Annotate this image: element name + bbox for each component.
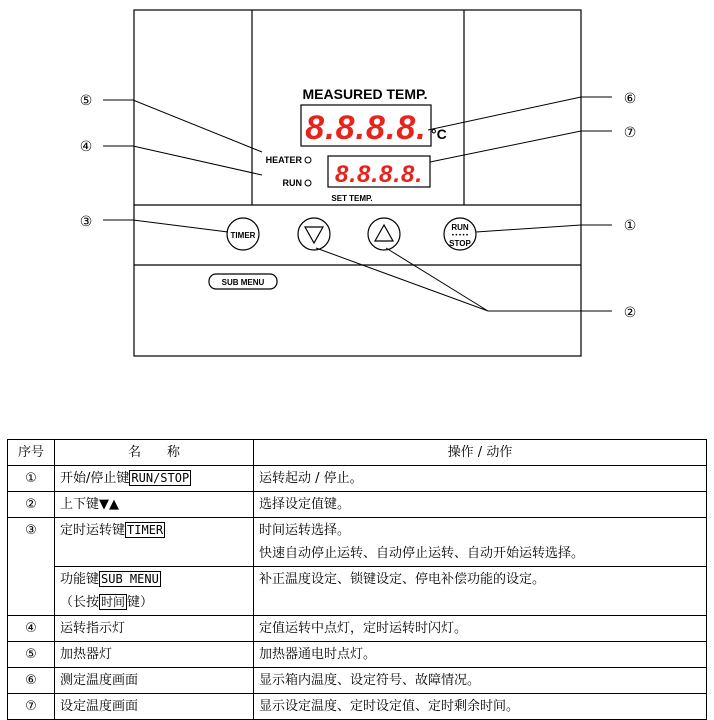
row-action: 显示设定温度、定时设定值、定时剩余时间。 bbox=[254, 694, 707, 720]
set-temp-label: SET TEMP. bbox=[331, 194, 373, 203]
row-action-line: 快速自动停止运转、自动停止运转、自动开始运转选择。 bbox=[259, 546, 585, 561]
callout-4: ④ bbox=[79, 139, 93, 155]
row-name-text: 定时运转键 bbox=[60, 523, 126, 538]
row-action-line: 时间运转选择。 bbox=[259, 523, 351, 538]
callout-5: ⑤ bbox=[79, 93, 93, 109]
row-name-note-post: 键） bbox=[127, 595, 154, 610]
table-header-row bbox=[8, 440, 707, 466]
run-lamp bbox=[305, 180, 311, 186]
row-name-text: 上下键 bbox=[60, 497, 100, 512]
heater-label: HEATER bbox=[265, 155, 302, 165]
callout-2: ② bbox=[623, 305, 637, 321]
row-name: 加热器灯 bbox=[55, 642, 254, 668]
row-name: 设定温度画面 bbox=[55, 694, 254, 720]
run-stop-top-label: RUN bbox=[451, 223, 469, 232]
row-action: 定值运转中点灯，定时运转时闪灯。 bbox=[254, 616, 707, 642]
row-action: 补正温度设定、锁键设定、停电补偿功能的设定。 bbox=[254, 567, 707, 616]
down-button[interactable] bbox=[298, 218, 330, 250]
table-row bbox=[8, 668, 707, 694]
leader-1 bbox=[476, 225, 612, 232]
row-action: 加热器通电时点灯。 bbox=[254, 642, 707, 668]
row-name bbox=[55, 518, 254, 567]
header-action: 操作 / 动作 bbox=[254, 440, 707, 466]
up-down-key: ▼▲ bbox=[99, 497, 120, 512]
table-row bbox=[8, 642, 707, 668]
table-row bbox=[8, 518, 707, 567]
run-stop-key: RUN/STOP bbox=[131, 471, 190, 485]
row-number: ③ bbox=[8, 518, 55, 616]
timer-key: TIMER bbox=[127, 523, 164, 537]
callout-1: ① bbox=[623, 218, 637, 234]
row-number: ⑤ bbox=[8, 642, 55, 668]
row-action: 选择设定值键。 bbox=[254, 492, 707, 518]
measured-temp-label: MEASURED TEMP. bbox=[302, 86, 428, 102]
set-temp-digits: 8.8.8.8. bbox=[334, 161, 424, 188]
row-number: ④ bbox=[8, 616, 55, 642]
timer-button-label: TIMER bbox=[230, 231, 256, 240]
leader-3 bbox=[103, 220, 228, 232]
callout-6: ⑥ bbox=[623, 91, 637, 107]
row-name-text: 开始/停止键 bbox=[60, 471, 130, 486]
row-action: 运转起动 / 停止。 bbox=[254, 466, 707, 492]
row-number: ⑥ bbox=[8, 668, 55, 694]
table-row bbox=[8, 567, 707, 616]
leader-2 bbox=[316, 248, 612, 311]
leader-6 bbox=[428, 97, 612, 130]
leader-7 bbox=[430, 131, 612, 162]
row-name bbox=[55, 466, 254, 492]
row-name bbox=[55, 492, 254, 518]
header-name: 名 称 bbox=[55, 440, 254, 466]
table-row bbox=[8, 616, 707, 642]
table-row bbox=[8, 694, 707, 720]
measured-temp-digits: 8.8.8.8. bbox=[305, 109, 427, 147]
row-name: 运转指示灯 bbox=[55, 616, 254, 642]
leader-4 bbox=[103, 146, 262, 175]
row-name-text: 功能键 bbox=[60, 572, 100, 587]
spec-table bbox=[7, 439, 707, 720]
leader-5 bbox=[103, 100, 262, 152]
run-label: RUN bbox=[282, 178, 302, 188]
heater-lamp bbox=[305, 157, 311, 163]
run-stop-dots: ••••• bbox=[451, 232, 469, 239]
row-action: 显示箱内温度、设定符号、故障情况。 bbox=[254, 668, 707, 694]
header-number: 序号 bbox=[8, 440, 55, 466]
row-number: ⑦ bbox=[8, 694, 55, 720]
row-name: 测定温度画面 bbox=[55, 668, 254, 694]
table-row bbox=[8, 466, 707, 492]
row-name bbox=[55, 567, 254, 616]
row-action bbox=[254, 518, 707, 567]
table-row bbox=[8, 492, 707, 518]
row-number: ② bbox=[8, 492, 55, 518]
time-key: 时间 bbox=[101, 595, 126, 609]
callout-7: ⑦ bbox=[623, 125, 637, 141]
submenu-key: SUB MENU bbox=[101, 572, 159, 586]
run-stop-bottom-label: STOP bbox=[449, 239, 471, 248]
celsius-unit: °C bbox=[431, 126, 447, 142]
up-button[interactable] bbox=[368, 218, 400, 250]
row-name-note-pre: （长按 bbox=[60, 595, 100, 610]
submenu-button-label: SUB MENU bbox=[221, 278, 265, 287]
callout-3: ③ bbox=[79, 214, 93, 230]
row-number: ① bbox=[8, 466, 55, 492]
